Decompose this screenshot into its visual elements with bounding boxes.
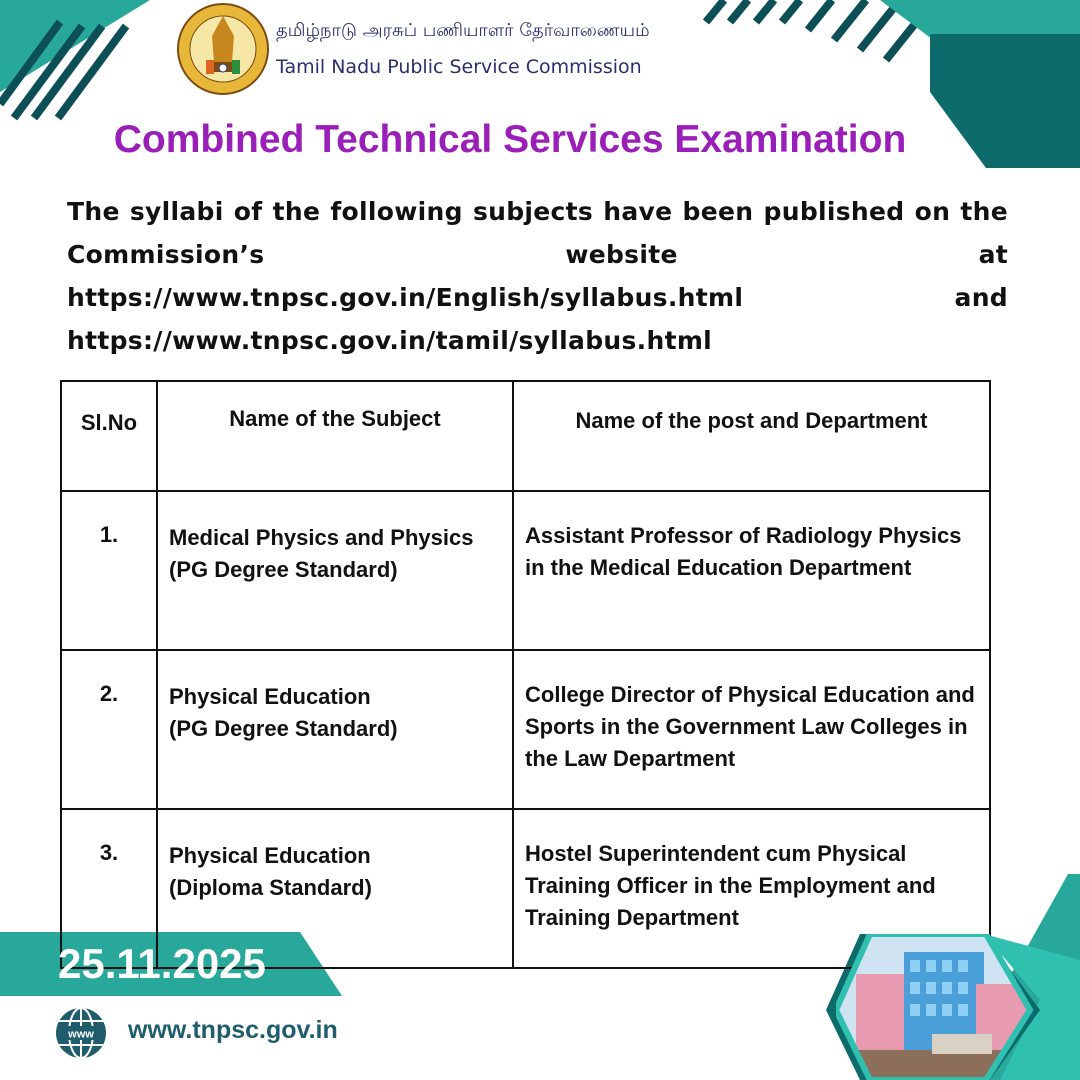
- row-number: 1.: [61, 491, 157, 650]
- notice-intro: The syllabi of the following subjects have been published on the Commission’s website at: [67, 197, 1008, 269]
- table-row: [61, 491, 990, 650]
- publication-date: 25.11.2025: [58, 940, 266, 987]
- row-post: Assistant Professor of Radiology Physics in the Medical Education Department: [513, 491, 990, 650]
- exam-title: Combined Technical Services Examination: [113, 118, 907, 161]
- org-name-english: Tamil Nadu Public Service Commission: [276, 56, 642, 78]
- notice-paragraph: [67, 190, 1008, 362]
- building-photo: [836, 934, 1036, 1080]
- org-name-tamil: தமிழ்நாடு அரசுப் பணியாளர் தேர்வாணையம்: [276, 20, 650, 41]
- row-post: College Director of Physical Education and Sports in the Government Law Colleges in the Law Department: [513, 650, 990, 809]
- table-row: [61, 650, 990, 809]
- notice-url-tamil[interactable]: https://www.tnpsc.gov.in/tamil/syllabus.html: [67, 326, 713, 355]
- row-number: 3.: [61, 809, 157, 968]
- syllabus-table: [60, 380, 991, 969]
- header-post: Name of the post and Department: [513, 381, 990, 491]
- row-subject: Physical Education (Diploma Standard): [157, 809, 513, 968]
- website-link[interactable]: www.tnpsc.gov.in: [128, 1016, 338, 1044]
- row-number: 2.: [61, 650, 157, 809]
- row-subject: Medical Physics and Physics (PG Degree Standard): [157, 491, 513, 650]
- notice-conjunction: and: [954, 283, 1008, 312]
- table-header-row: [61, 381, 990, 491]
- www-label: www: [68, 1028, 94, 1041]
- row-subject: Physical Education (PG Degree Standard): [157, 650, 513, 809]
- globe-icon: [54, 1006, 108, 1060]
- header-sl-no: Sl.No: [61, 381, 157, 491]
- row-post: Hostel Superintendent cum Physical Training Officer in the Employment and Training Department: [513, 809, 990, 968]
- header-subject: Name of the Subject: [157, 381, 513, 491]
- notice-url-english[interactable]: https://www.tnpsc.gov.in/English/syllabus.html: [67, 283, 744, 312]
- tnpsc-emblem-icon: [176, 2, 270, 96]
